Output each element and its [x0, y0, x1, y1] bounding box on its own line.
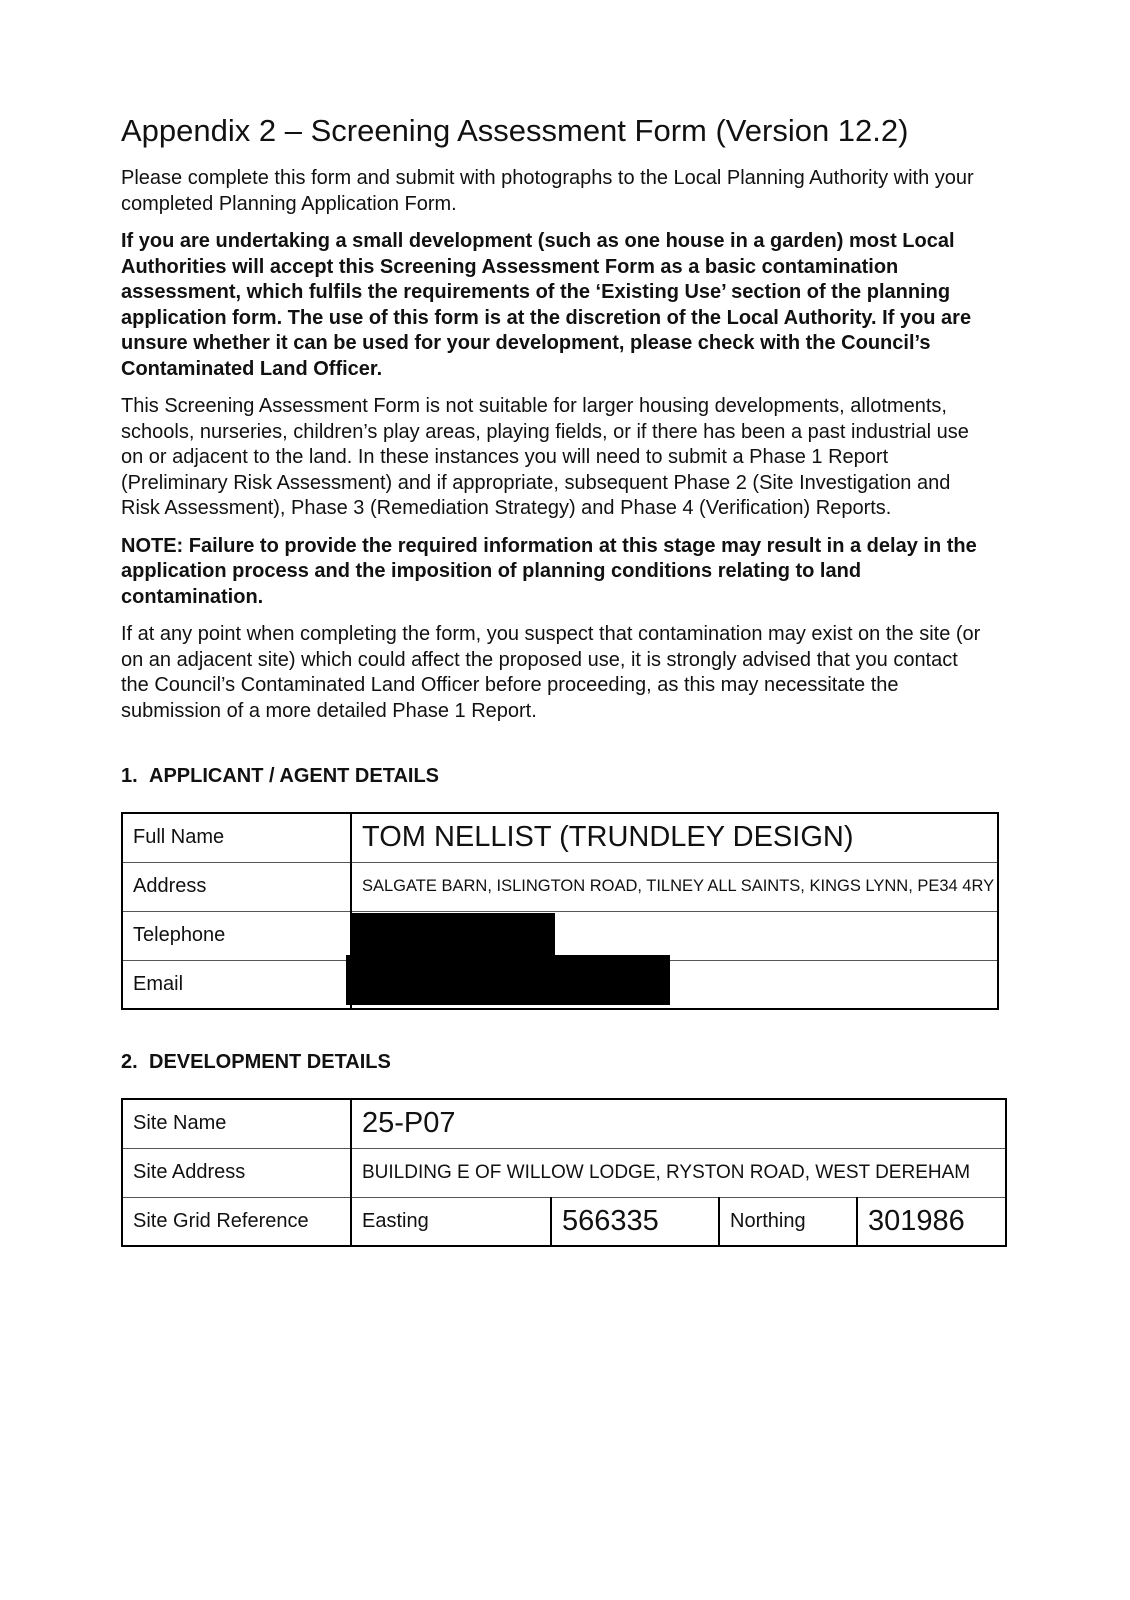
- address-value: SALGATE BARN, ISLINGTON ROAD, TILNEY ALL SAINTS, KINGS LYNN, PE34 4RY: [351, 862, 998, 911]
- email-row: [122, 960, 998, 1009]
- page-title: Appendix 2 – Screening Assessment Form (Version 12.2): [121, 113, 909, 148]
- site-name-label: Site Name: [122, 1099, 351, 1148]
- site-grid-reference-row: [122, 1197, 1006, 1246]
- site-grid-reference-label: Site Grid Reference: [122, 1197, 351, 1246]
- section-2-title: DEVELOPMENT DETAILS: [149, 1051, 391, 1073]
- northing-value: 301986: [857, 1197, 1006, 1246]
- contamination-advice-paragraph: If at any point when completing the form, you suspect that contamination may exist on the site (or on an adjacent site) which could affect the proposed use, it is strongly advised that you contact the Council’s Contaminated Land Officer before proceeding, as this may necessitate the submission of a more detailed Phase 1 Report.: [121, 623, 981, 722]
- full-name-value: TOM NELLIST (TRUNDLEY DESIGN): [351, 813, 998, 862]
- telephone-row: [122, 911, 998, 960]
- suitability-paragraph: This Screening Assessment Form is not suitable for larger housing developments, allotments, schools, nurseries, children’s play areas, playing fields, or if there has been a past industrial use on or adjacent to the land. In these instances you will need to submit a Phase 1 Report (Preliminary Risk Assessment) and if appropriate, subsequent Phase 2 (Site Investigation and Risk Assessment), Phase 3 (Remediation Strategy) and Phase 4 (Verification) Reports.: [121, 395, 969, 519]
- development-details-table: [121, 1098, 1007, 1247]
- site-address-label: Site Address: [122, 1148, 351, 1197]
- section-2-number: 2.: [121, 1051, 138, 1073]
- telephone-redaction-box: [350, 913, 555, 959]
- address-row: [122, 862, 998, 911]
- full-name-label: Full Name: [122, 813, 351, 862]
- address-label: Address: [122, 862, 351, 911]
- section-1-number: 1.: [121, 765, 138, 787]
- site-address-value: BUILDING E OF WILLOW LODGE, RYSTON ROAD, WEST DEREHAM: [351, 1148, 1006, 1197]
- easting-label: Easting: [351, 1197, 551, 1246]
- email-label: Email: [122, 960, 351, 1009]
- site-name-value: 25-P07: [351, 1099, 1006, 1148]
- full-name-row: [122, 813, 998, 862]
- site-name-row: [122, 1099, 1006, 1148]
- section-1-title: APPLICANT / AGENT DETAILS: [149, 765, 439, 787]
- applicant-details-table: [121, 812, 999, 1010]
- small-development-paragraph: If you are undertaking a small development (such as one house in a garden) most Local Authorities will accept this Screening Assessment Form as a basic contamination assessment, which fulfils the requirements of the ‘Existing Use’ section of the planning application form. The use of this form is at the discretion of the Local Authority. If you are unsure whether it can be used for your development, please check with the Council’s Contaminated Land Officer.: [121, 230, 972, 380]
- email-value: [351, 960, 998, 1009]
- telephone-label: Telephone: [122, 911, 351, 960]
- telephone-value: [351, 911, 998, 960]
- section-1-heading: [121, 765, 1008, 788]
- site-address-row: [122, 1148, 1006, 1197]
- section-2-heading: [121, 1051, 1008, 1074]
- easting-value: 566335: [551, 1197, 719, 1246]
- northing-label: Northing: [719, 1197, 857, 1246]
- intro-paragraph: Please complete this form and submit with photographs to the Local Planning Authority with your completed Planning Application Form.: [121, 167, 974, 215]
- note-paragraph: NOTE: Failure to provide the required information at this stage may result in a delay in the application process and the imposition of planning conditions relating to land contamination.: [121, 534, 977, 608]
- email-redaction-box: [346, 955, 670, 1005]
